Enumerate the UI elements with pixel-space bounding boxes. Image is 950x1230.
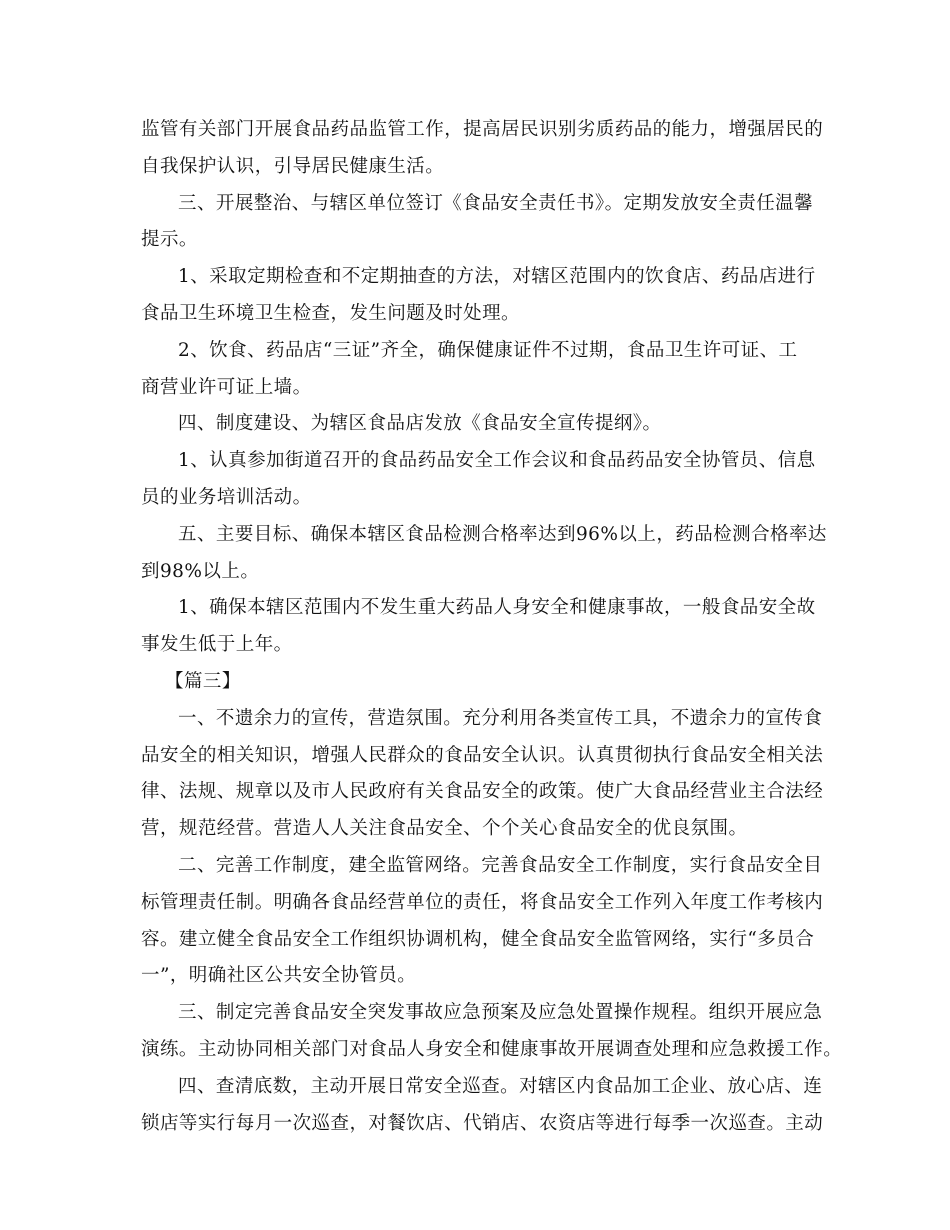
text-line: 到98%以上。 xyxy=(141,560,260,582)
list-item: 1、采取定期检查和不定期抽查的方法，对辖区范围内的饮食店、药品店进行 xyxy=(178,266,816,288)
text-line: 商营业许可证上墙。 xyxy=(141,376,312,398)
document-body xyxy=(141,112,843,1142)
list-item: 1、确保本辖区范围内不发生重大药品人身安全和健康事故，一般食品安全故 xyxy=(178,597,816,619)
text-line: 事发生低于上年。 xyxy=(141,634,293,656)
paragraph-first-line: 二、完善工作制度，建全监管网络。完善食品安全工作制度，实行食品安全目 xyxy=(178,854,823,876)
text-line: 监管有关部门开展食品药品监管工作，提高居民识别劣质药品的能力，增强居民的 xyxy=(141,119,824,140)
text-line: 标管理责任制。明确各食品经营单位的责任，将食品安全工作列入年度工作考核内 xyxy=(141,891,824,913)
text-line: 自我保护认识，引导居民健康生活。 xyxy=(141,155,445,177)
text-line: 容。建立健全食品安全工作组织协调机构，健全食品安全监管网络，实行“多员合 xyxy=(141,928,815,950)
text-line: 营，规范经营。营造人人关注食品安全、个个关心食品安全的优良氛围。 xyxy=(141,818,748,840)
section-five-heading: 五、主要目标、确保本辖区食品检测合格率达到96%以上，药品检测合格率达 xyxy=(178,523,827,545)
list-item: 2、饮食、药品店“三证”齐全，确保健康证件不过期，食品卫生许可证、工 xyxy=(178,339,798,361)
paragraph-first-line: 一、不遗余力的宣传，营造氛围。充分利用各类宣传工具，不遗余力的宣传食 xyxy=(178,707,823,729)
text-line: 一”，明确社区公共安全协管员。 xyxy=(141,965,417,987)
list-item: 1、认真参加街道召开的食品药品安全工作会议和食品药品安全协管员、信息 xyxy=(178,450,816,472)
section-four-heading: 四、制度建设、为辖区食品店发放《食品安全宣传提纲》。 xyxy=(178,413,662,435)
text-line: 演练。主动协同相关部门对食品人身安全和健康事故开展调查处理和应急救援工作。 xyxy=(141,1038,843,1060)
text-line: 提示。 xyxy=(141,229,198,251)
text-line: 员的业务培训活动。 xyxy=(141,486,312,508)
paragraph-first-line: 三、制定完善食品安全突发事故应急预案及应急处置操作规程。组织开展应急 xyxy=(178,1002,823,1024)
text-line: 律、法规、规章以及市人民政府有关食品安全的政策。使广大食品经营业主合法经 xyxy=(141,781,824,803)
part-three-title: 【篇三】 xyxy=(165,670,241,692)
text-line: 食品卫生环境卫生检查，发生问题及时处理。 xyxy=(141,302,521,324)
section-three-heading: 三、开展整治、与辖区单位签订《食品安全责任书》。定期发放安全责任温馨 xyxy=(178,192,814,214)
paragraph-first-line: 四、查清底数，主动开展日常安全巡查。对辖区内食品加工企业、放心店、连 xyxy=(178,1075,823,1097)
text-line: 锁店等实行每月一次巡查，对餐饮店、代销店、农资店等进行每季一次巡查。主动 xyxy=(141,1112,824,1134)
text-line: 品安全的相关知识，增强人民群众的食品安全认识。认真贯彻执行食品安全相关法 xyxy=(141,744,824,766)
